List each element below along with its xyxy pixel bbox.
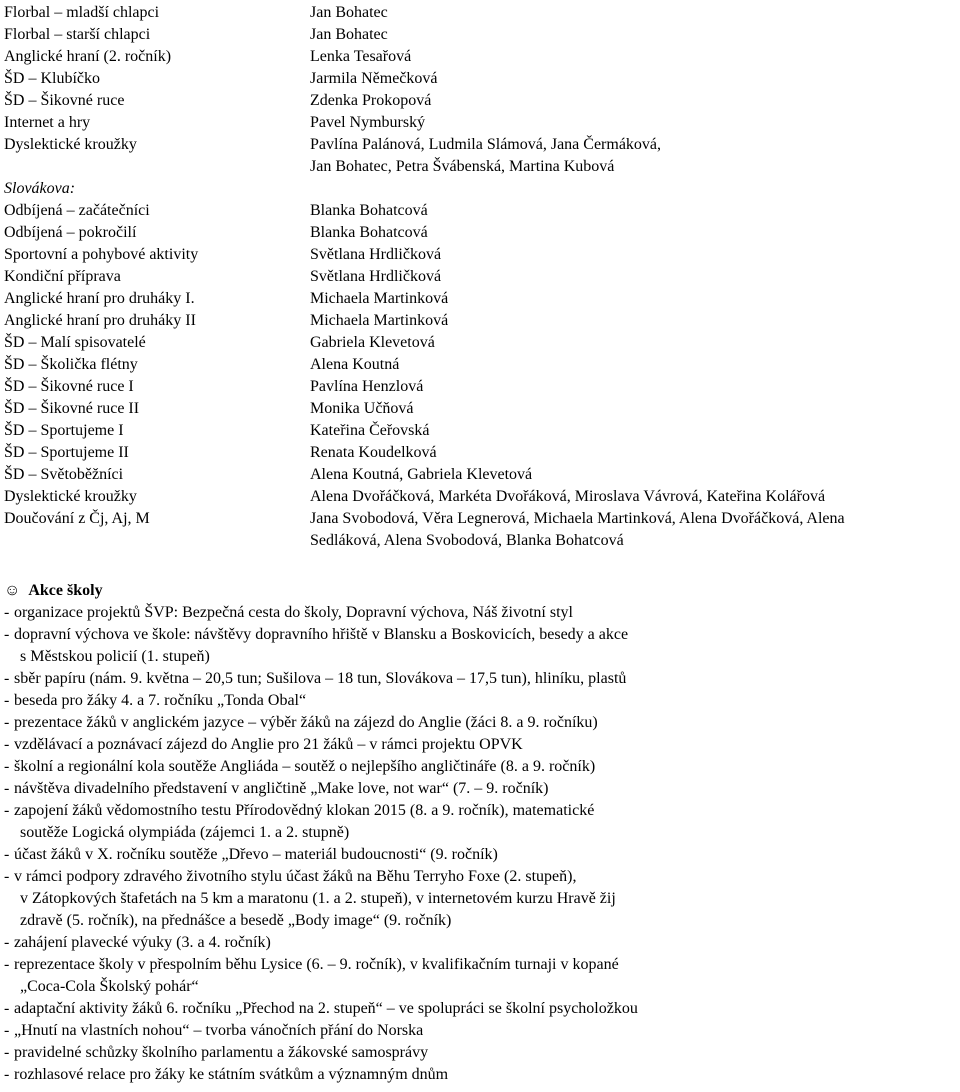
akce-item bbox=[4, 624, 956, 668]
smiley-icon: ☺ bbox=[4, 582, 21, 599]
akce-item-continuation: zdravě (5. ročník), na přednášce a besedě „Body image“ (9. ročník) bbox=[20, 912, 452, 929]
club-activity: ŠD – Světoběžníci bbox=[4, 466, 124, 483]
akce-item bbox=[4, 690, 956, 712]
akce-item-text: - pravidelné schůzky školního parlamentu a žákovské samosprávy bbox=[14, 1044, 429, 1061]
akce-item-text: - zapojení žáků vědomostního testu Přírodovědný klokan 2015 (8. a 9. ročník), matematické bbox=[14, 802, 595, 819]
club-leader: Alena Dvořáčková, Markéta Dvořáková, Miroslava Vávrová, Kateřina Kolářová bbox=[310, 488, 826, 505]
akce-item-text: - návštěva divadelního představení v angličtině „Make love, not war“ (7. – 9. ročník) bbox=[14, 780, 549, 797]
akce-item-text: - sběr papíru (nám. 9. května – 20,5 tun; Sušilova – 18 tun, Slovákova – 17,5 tun), hliníku, plastů bbox=[14, 670, 627, 687]
akce-item-text: - organizace projektů ŠVP: Bezpečná cesta do školy, Dopravní výchova, Náš životní styl bbox=[14, 604, 573, 621]
club-activity: ŠD – Malí spisovatelé bbox=[4, 334, 146, 351]
akce-item-text: - rozhlasové relace pro žáky ke státním svátkům a významným dnům bbox=[14, 1066, 449, 1083]
akce-item-continuation: soutěže Logická olympiáda (zájemci 1. a 2. stupně) bbox=[20, 824, 350, 841]
club-leader: Kateřina Čeřovská bbox=[310, 422, 430, 439]
akce-item-text: - zahájení plavecké výuky (3. a 4. ročník) bbox=[14, 934, 271, 951]
club-leader-continuation: Sedláková, Alena Svobodová, Blanka Bohatcová bbox=[310, 532, 624, 549]
akce-item bbox=[4, 734, 956, 756]
club-leader: Alena Koutná bbox=[310, 356, 400, 373]
club-leader: Pavel Nymburský bbox=[310, 114, 426, 131]
akce-title: Akce školy bbox=[28, 582, 103, 599]
akce-item bbox=[4, 778, 956, 800]
akce-item bbox=[4, 756, 956, 778]
club-activity: ŠD – Šikovné ruce bbox=[4, 92, 125, 109]
akce-item bbox=[4, 602, 956, 624]
club-leader: Světlana Hrdličková bbox=[310, 268, 442, 285]
akce-item bbox=[4, 866, 956, 932]
club-leader: Alena Koutná, Gabriela Klevetová bbox=[310, 466, 533, 483]
club-activity: Odbíjená – začátečníci bbox=[4, 202, 150, 219]
akce-item-continuation: „Coca-Cola Školský pohár“ bbox=[20, 978, 199, 995]
akce-item-continuation: v Zátopkových štafetách na 5 km a maratonu (1. a 2. stupeň), v internetovém kurzu Hravě žij bbox=[20, 890, 616, 907]
club-activity: Anglické hraní pro druháky II bbox=[4, 312, 196, 329]
club-activity: Internet a hry bbox=[4, 114, 91, 131]
akce-item bbox=[4, 668, 956, 690]
club-activity: Sportovní a pohybové aktivity bbox=[4, 246, 199, 263]
akce-heading bbox=[4, 580, 103, 602]
club-activity: ŠD – Šikovné ruce I bbox=[4, 378, 134, 395]
akce-item bbox=[4, 1064, 956, 1086]
club-activity: Florbal – mladší chlapci bbox=[4, 4, 160, 21]
akce-item-text: - beseda pro žáky 4. a 7. ročníku „Tonda Obal“ bbox=[14, 692, 307, 709]
club-activity: Anglické hraní (2. ročník) bbox=[4, 48, 172, 65]
akce-item-text: - vzdělávací a poznávací zájezd do Anglie pro 21 žáků – v rámci projektu OPVK bbox=[14, 736, 523, 753]
club-leader: Renata Koudelková bbox=[310, 444, 437, 461]
club-leader: Pavlína Henzlová bbox=[310, 378, 424, 395]
akce-item bbox=[4, 800, 956, 844]
club-leader: Jan Bohatec bbox=[310, 4, 388, 21]
akce-item bbox=[4, 954, 956, 998]
akce-item-text: - školní a regionální kola soutěže Angliáda – soutěž o nejlepšího angličtináře (8. a 9. ročník) bbox=[14, 758, 596, 775]
club-leader: Pavlína Palánová, Ludmila Slámová, Jana Čermáková, bbox=[310, 136, 662, 153]
akce-item bbox=[4, 1020, 956, 1042]
club-activity: Dyslektické kroužky bbox=[4, 136, 137, 153]
akce-list bbox=[4, 602, 956, 1086]
akce-item-text: - účast žáků v X. ročníku soutěže „Dřevo – materiál budoucnosti“ (9. ročník) bbox=[14, 846, 498, 863]
akce-item bbox=[4, 712, 956, 734]
club-leader: Blanka Bohatcová bbox=[310, 202, 428, 219]
akce-item-text: - adaptační aktivity žáků 6. ročníku „Přechod na 2. stupeň“ – ve spolupráci se školní psycholožkou bbox=[14, 1000, 638, 1017]
club-activity: Anglické hraní pro druháky I. bbox=[4, 290, 195, 307]
club-leader: Michaela Martinková bbox=[310, 290, 449, 307]
akce-item-text: - prezentace žáků v anglickém jazyce – výběr žáků na zájezd do Anglie (žáci 8. a 9. ročníku) bbox=[14, 714, 598, 731]
club-leader: Jana Svobodová, Věra Legnerová, Michaela Martinková, Alena Dvořáčková, Alena bbox=[310, 510, 845, 527]
akce-item-text: - v rámci podpory zdravého životního stylu účast žáků na Běhu Terryho Foxe (2. stupeň), bbox=[14, 868, 577, 885]
club-activity: Odbíjená – pokročilí bbox=[4, 224, 137, 241]
akce-item bbox=[4, 844, 956, 866]
club-leader: Světlana Hrdličková bbox=[310, 246, 442, 263]
club-leader: Monika Učňová bbox=[310, 400, 414, 417]
club-activity: Dyslektické kroužky bbox=[4, 488, 137, 505]
akce-item-text: - dopravní výchova ve škole: návštěvy dopravního hřiště v Blansku a Boskovicích, besedy a akce bbox=[14, 626, 629, 643]
akce-item bbox=[4, 932, 956, 954]
club-leader-continuation: Jan Bohatec, Petra Švábenská, Martina Kubová bbox=[310, 158, 615, 175]
club-activity: ŠD – Klubíčko bbox=[4, 70, 100, 87]
club-activity: ŠD – Sportujeme II bbox=[4, 444, 129, 461]
club-activity: Kondiční příprava bbox=[4, 268, 121, 285]
akce-item-text: - „Hnutí na vlastních nohou“ – tvorba vánočních přání do Norska bbox=[14, 1022, 424, 1039]
club-leader: Jarmila Němečková bbox=[310, 70, 438, 87]
club-leader: Zdenka Prokopová bbox=[310, 92, 432, 109]
club-leader: Jan Bohatec bbox=[310, 26, 388, 43]
akce-item bbox=[4, 998, 956, 1020]
akce-item-text: - reprezentace školy v přespolním běhu Lysice (6. – 9. ročník), v kvalifikačním turnaji v kopané bbox=[14, 956, 619, 973]
club-activity: ŠD – Sportujeme I bbox=[4, 422, 124, 439]
club-activity: Doučování z Čj, Aj, M bbox=[4, 510, 150, 527]
akce-item-continuation: s Městskou policií (1. stupeň) bbox=[20, 648, 210, 665]
club-leader: Michaela Martinková bbox=[310, 312, 449, 329]
section-slovakova: Slovákova: bbox=[4, 180, 76, 197]
club-activity: Florbal – starší chlapci bbox=[4, 26, 151, 43]
club-activity: ŠD – Šikovné ruce II bbox=[4, 400, 140, 417]
club-leader: Gabriela Klevetová bbox=[310, 334, 435, 351]
akce-item bbox=[4, 1042, 956, 1064]
club-leader: Lenka Tesařová bbox=[310, 48, 412, 65]
club-activity: ŠD – Školička flétny bbox=[4, 356, 138, 373]
club-leader: Blanka Bohatcová bbox=[310, 224, 428, 241]
